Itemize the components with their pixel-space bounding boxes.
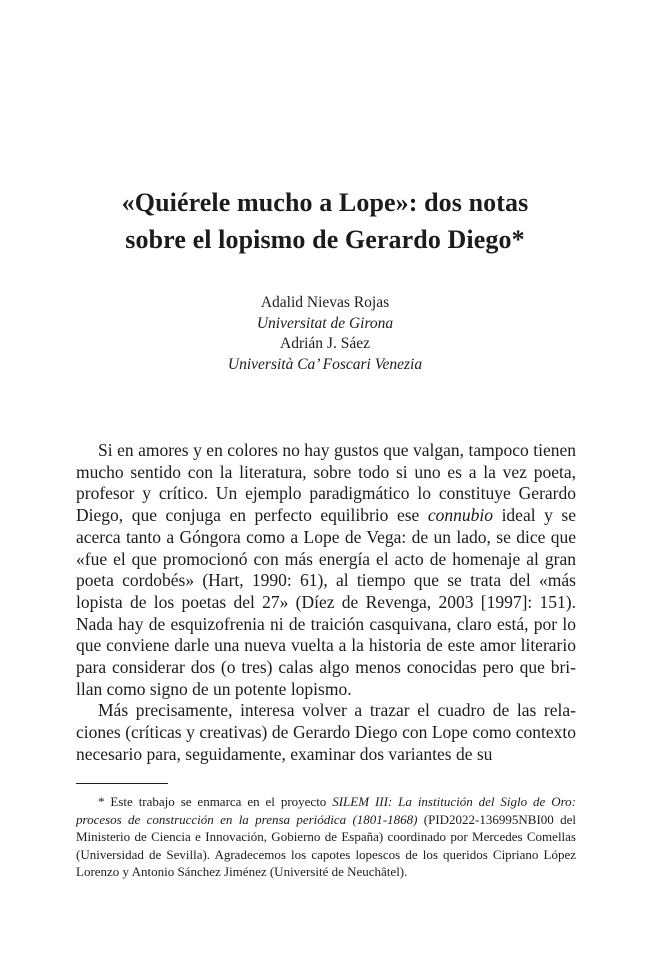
title-line-1: «Quiérele mucho a Lope»: dos notas xyxy=(121,188,529,217)
footnote-separator xyxy=(76,783,168,784)
body-paragraph-1 xyxy=(76,440,576,700)
article-title xyxy=(60,184,590,258)
paragraph-text: ideal y se acerca tanto a Góngora como a Lope de Vega: de un lado, se dice que «fue el que promocionó con más energía el acto de homenaje al gran poeta cordobés» (Hart, 1990: 61), al tiempo que se trata del «más lopista de los poetas del 27» (Díez de Revenga, 2003 [1997]: 151). Nada hay de esquizofrenia ni de traición casquivana, claro está, por lo que conviene darle una nueva vuelta a la historia de este amor literario para considerar dos (o tres) calas algo menos conocidas pero que brillan como signo de un potente lopismo. xyxy=(76,505,576,699)
title-line-2: sobre el lopismo de Gerardo Diego* xyxy=(125,225,525,254)
author-affiliation: Università Ca’ Foscari Venezia xyxy=(227,355,423,373)
project-title: SILEM III: La institución del Siglo de Oro: procesos de construcción en la prensa periódica (1801-1868) xyxy=(76,794,576,827)
footnote-text: (PID2022-136995NBI00 del Ministerio de Ciencia e Innovación, Gobierno de España) coordinado por Mercedes Comellas (Universidad de Sevilla). Agradecemos los capotes lopescos de los queridos Cipriano López Lorenzo y Antonio Sánchez Jiménez (Université de Neuchâtel). xyxy=(76,811,576,880)
author-name: Adrián J. Sáez xyxy=(280,335,370,352)
author-block xyxy=(110,293,540,375)
article-body xyxy=(76,440,576,766)
italic-term: connubio xyxy=(427,505,494,526)
footnote-paragraph xyxy=(76,793,576,881)
author-name: Adalid Nievas Rojas xyxy=(260,294,390,311)
author-affiliation: Universitat de Girona xyxy=(256,314,394,332)
footnote-text: * Este trabajo se enmarca en el proyecto xyxy=(98,794,333,809)
body-paragraph-2: Más precisamente, interesa volver a trazar el cuadro de las relaciones (críticas y creativas) de Gerardo Diego con Lope como contexto necesario para, seguidamente, examinar dos variantes de su xyxy=(76,700,576,764)
footnote xyxy=(76,793,576,881)
paragraph-text: Si en amores y en colores no hay gustos que valgan, tampoco tienen mucho sentido con la literatura, sobre todo si uno es a la vez poeta, profesor y crítico. Un ejemplo paradigmático lo constituye Gerardo Diego, que conjuga en perfecto equilibrio ese xyxy=(76,440,576,526)
